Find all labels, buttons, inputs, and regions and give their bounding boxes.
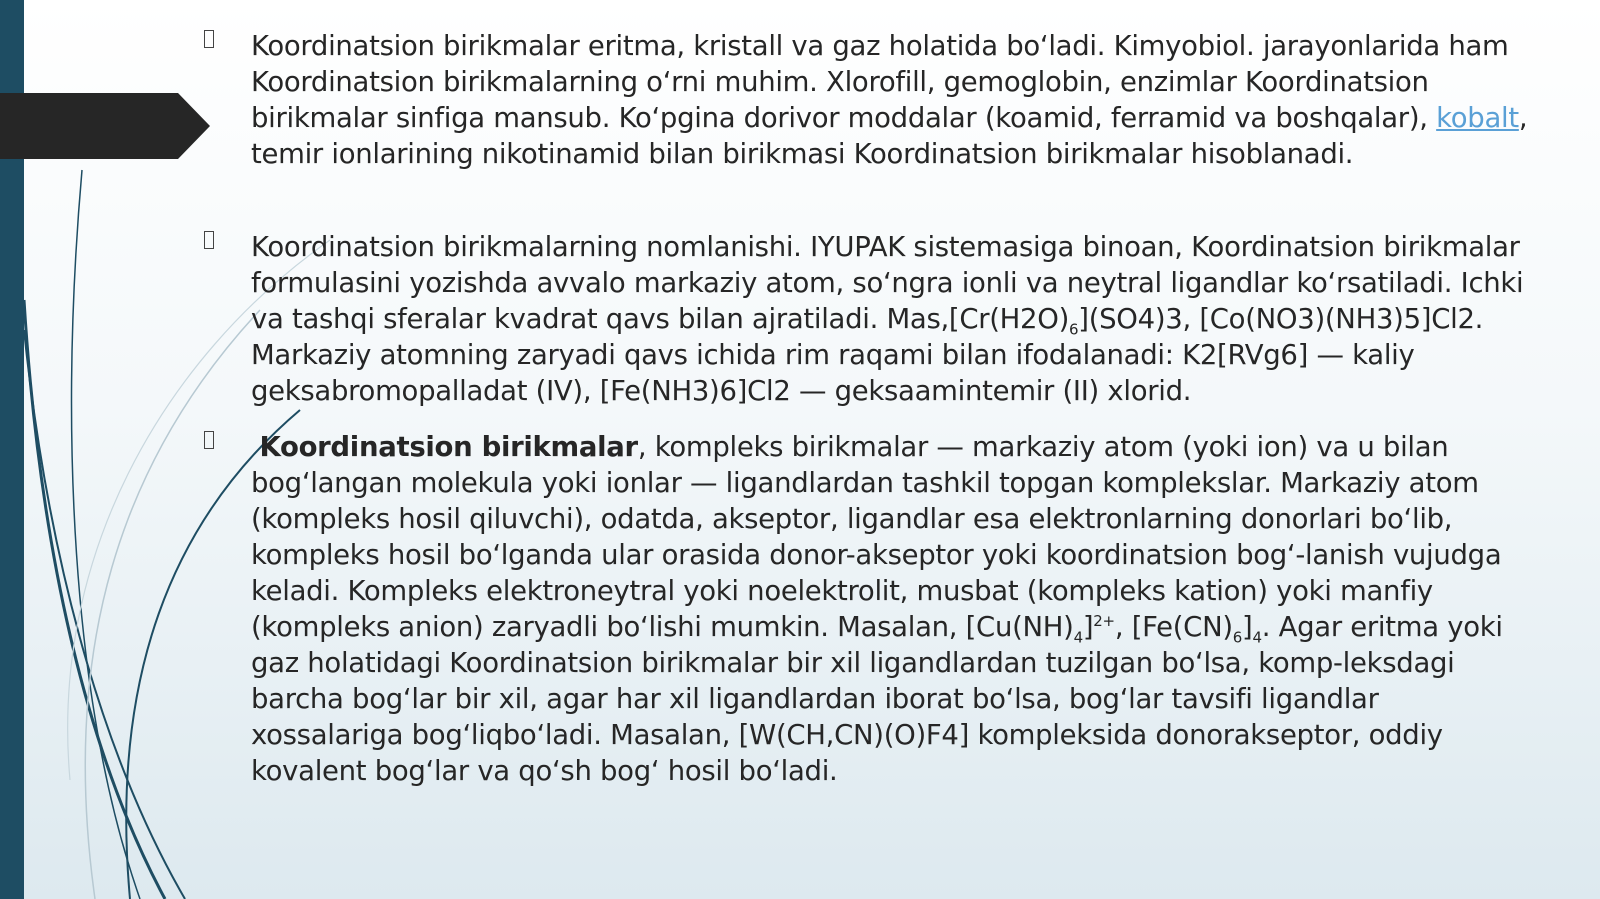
paragraph-text: ](SO4)3, [Co(NO3)(NH3)5]Cl2. Markaziy atomning zaryadi qavs ichida rim raqami bilan ifodalanadi: K2[RVg6] — kaliy geksabromopalladat (IV), [Fe(NH3)6]Cl2 — geksaamintemir (II) xlorid. bbox=[251, 303, 1484, 407]
paragraph-nomenclature bbox=[251, 229, 1531, 409]
paragraph-coordination-compounds-states bbox=[251, 28, 1531, 172]
superscript: 2+ bbox=[1093, 611, 1115, 630]
bold-term: Koordinatsion birikmalar bbox=[259, 431, 638, 463]
subscript: 4 bbox=[1252, 628, 1262, 647]
paragraph-text: Koordinatsion birikmalarning nomlanishi. IYUPAK sistemasiga binoan, Koordinatsion birikmalar formulasini yozishda avvalo markaziy atom, so‘ngra ionli va neytral ligandlar ko‘rsatiladi. Ichki va tashqi sferalar kvadrat qavs bilan ajratiladi. Mas,[Cr(H2O) bbox=[251, 231, 1524, 335]
square-bullet-icon bbox=[204, 30, 214, 48]
paragraph-text: ] bbox=[1242, 611, 1253, 643]
square-bullet-icon bbox=[204, 231, 214, 249]
paragraph-text: , [Fe(CN) bbox=[1114, 611, 1233, 643]
paragraph-text: , kompleks birikmalar — markaziy atom (yoki ion) va u bilan bog‘langan molekula yoki ionlar — ligandlardan tashkil topgan komplekslar. Markaziy atom (kompleks hosil qiluvchi), odatda, akseptor, ligandlar esa elektronlarning donorlari bo‘lib, kompleks hosil bo‘lganda ular orasida donor-akseptor yoki koordinatsion bog‘-lanish vujudga keladi. Kompleks elektroneytral yoki noelektrolit, musbat (kompleks kation) yoki manfiy (kompleks anion) zaryadli bo‘lishi mumkin. Masalan, [Cu(NH) bbox=[251, 431, 1502, 643]
paragraph-text: ] bbox=[1082, 611, 1094, 643]
kobalt-link[interactable]: kobalt bbox=[1436, 102, 1519, 134]
paragraph-text: . Agar eritma yoki gaz holatidagi Koordinatsion birikmalar bir xil ligandlardan tuzilgan bo‘lsa, komp-leksdagi barcha bog‘lar bir xil, agar har xil ligandlardan iborat bo‘lsa, bog‘lar tavsifi ligandlar xossalariga bog‘liqbo‘ladi. Masalan, [W(CH,CN)(O)F4] kompleksida donorakseptor, oddiy kovalent bog‘lar va qo‘sh bog‘ hosil bo‘ladi. bbox=[251, 611, 1503, 787]
paragraph-definition bbox=[251, 429, 1531, 789]
paragraph-text: Koordinatsion birikmalar eritma, kristall va gaz holatida bo‘ladi. Kimyobiol. jarayonlarida ham Koordinatsion birikmalarning o‘rni muhim. Xlorofill, gemoglobin, enzimlar Koordinatsion birikmalar sinfiga mansub. Ko‘pgina dorivor moddalar (koamid, ferramid va boshqalar), bbox=[251, 30, 1509, 134]
square-bullet-icon bbox=[204, 431, 214, 449]
subscript: 6 bbox=[1232, 628, 1243, 647]
subscript: 4 bbox=[1073, 628, 1083, 647]
paragraph-text: , temir ionlarining nikotinamid bilan birikmasi Koordinatsion birikmalar hisoblanadi. bbox=[251, 102, 1528, 170]
subscript: 6 bbox=[1069, 320, 1079, 339]
